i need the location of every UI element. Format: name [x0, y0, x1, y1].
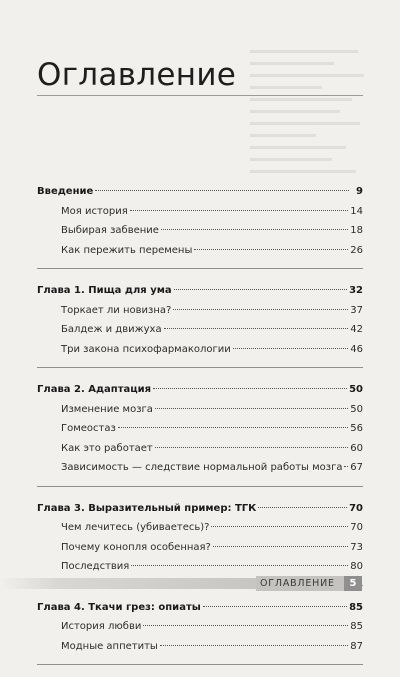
subsection-title: Торкает ли новизна?: [61, 304, 172, 316]
table-of-contents: [37, 182, 363, 677]
subsection-title: Изменение мозга: [61, 403, 153, 415]
toc-subsection-entry[interactable]: [37, 419, 363, 439]
dot-leader: [194, 249, 348, 250]
section-divider: [37, 367, 363, 368]
subsection-page: 85: [350, 621, 363, 632]
section-divider: [37, 664, 363, 665]
dot-leader: [233, 348, 348, 349]
dot-leader: [95, 190, 349, 191]
subsection-page: 26: [350, 244, 363, 256]
subsection-title: Чем лечитесь (убиваетесь)?: [61, 522, 210, 533]
subsection-title: Выбирая забвение: [61, 225, 159, 236]
dot-leader: [203, 606, 347, 607]
toc-subsection-entry[interactable]: [37, 617, 363, 637]
subsection-title: Гомеостаз: [61, 423, 116, 434]
subsection-page: 60: [350, 442, 363, 454]
subsection-page: 70: [350, 522, 363, 533]
subsection-page: 87: [350, 640, 363, 652]
show-through-texture: [250, 50, 370, 185]
toc-subsection-entry[interactable]: [37, 458, 363, 478]
subsection-page: 73: [350, 541, 363, 553]
toc-chapter-entry[interactable]: [37, 499, 363, 519]
toc-subsection-entry[interactable]: [37, 557, 363, 577]
subsection-page: 14: [350, 205, 363, 217]
chapter-title: Глава 4. Ткачи грез: опиаты: [37, 601, 201, 613]
toc-chapter-entry[interactable]: [37, 380, 363, 400]
dot-leader: [155, 408, 348, 409]
subsection-title: Почему конопля особенная?: [61, 541, 211, 553]
toc-section: [37, 598, 363, 666]
dot-leader: [131, 565, 348, 566]
subsection-page: 67: [350, 462, 363, 473]
subsection-page: 42: [350, 324, 363, 335]
toc-subsection-entry[interactable]: [37, 400, 363, 420]
dot-leader: [174, 289, 347, 290]
page-footer: [0, 576, 400, 591]
toc-subsection-entry[interactable]: [37, 518, 363, 538]
subsection-title: Последствия: [61, 561, 130, 572]
toc-section: [37, 380, 363, 487]
toc-subsection-entry[interactable]: [37, 202, 363, 222]
dot-leader: [161, 229, 348, 230]
dot-leader: [173, 309, 348, 310]
dot-leader: [118, 427, 348, 428]
chapter-title: Введение: [37, 186, 94, 197]
subsection-page: 46: [350, 343, 363, 355]
chapter-page: 9: [356, 186, 363, 197]
dot-leader: [143, 625, 348, 626]
toc-subsection-entry[interactable]: [37, 221, 363, 241]
toc-subsection-entry[interactable]: [37, 340, 363, 360]
subsection-title: Модные аппетиты: [61, 640, 158, 652]
subsection-page: 18: [350, 225, 363, 236]
dot-leader: [213, 546, 348, 547]
chapter-title: Глава 1. Пища для ума: [37, 285, 172, 296]
toc-subsection-entry[interactable]: [37, 538, 363, 558]
page-title: Оглавление: [37, 57, 237, 93]
footer-gradient-bar: [0, 578, 290, 589]
subsection-title: Моя история: [61, 205, 128, 217]
subsection-title: Как это работает: [61, 442, 153, 454]
toc-section: [37, 499, 363, 586]
toc-subsection-entry[interactable]: [37, 301, 363, 321]
subsection-title: История любви: [61, 621, 142, 632]
chapter-title: Глава 3. Выразительный пример: ТГК: [37, 502, 257, 514]
dot-leader: [164, 328, 349, 329]
running-footer-label: ОГЛАВЛЕНИЕ: [256, 576, 344, 591]
dot-leader: [344, 466, 348, 467]
subsection-page: 56: [350, 423, 363, 434]
toc-chapter-entry[interactable]: [37, 182, 363, 202]
chapter-page: 32: [349, 285, 363, 296]
dot-leader: [130, 210, 349, 211]
chapter-page: 70: [349, 502, 363, 514]
subsection-title: Балдеж и движуха: [61, 324, 162, 335]
chapter-title: Глава 2. Адаптация: [37, 384, 152, 395]
toc-chapter-entry[interactable]: [37, 281, 363, 301]
dot-leader: [155, 447, 349, 448]
dot-leader: [160, 645, 348, 646]
subsection-title: Зависимость — следствие нормальной работы мозга: [61, 462, 343, 473]
chapter-page: 85: [349, 601, 363, 613]
page-number: 5: [344, 576, 362, 591]
subsection-page: 80: [350, 561, 363, 572]
toc-chapter-entry[interactable]: [37, 598, 363, 618]
subsection-page: 50: [350, 403, 363, 415]
toc-subsection-entry[interactable]: [37, 439, 363, 459]
dot-leader: [153, 388, 347, 389]
section-divider: [37, 268, 363, 269]
dot-leader: [258, 507, 347, 508]
toc-section: [37, 182, 363, 269]
section-divider: [37, 486, 363, 487]
toc-subsection-entry[interactable]: [37, 241, 363, 261]
subsection-page: 37: [350, 304, 363, 316]
toc-subsection-entry[interactable]: [37, 320, 363, 340]
chapter-page: 50: [349, 384, 363, 395]
toc-subsection-entry[interactable]: [37, 637, 363, 657]
toc-section: [37, 281, 363, 368]
subsection-title: Как пережить перемены: [61, 244, 193, 256]
subsection-title: Три закона психофармакологии: [61, 343, 231, 355]
dot-leader: [211, 526, 348, 527]
